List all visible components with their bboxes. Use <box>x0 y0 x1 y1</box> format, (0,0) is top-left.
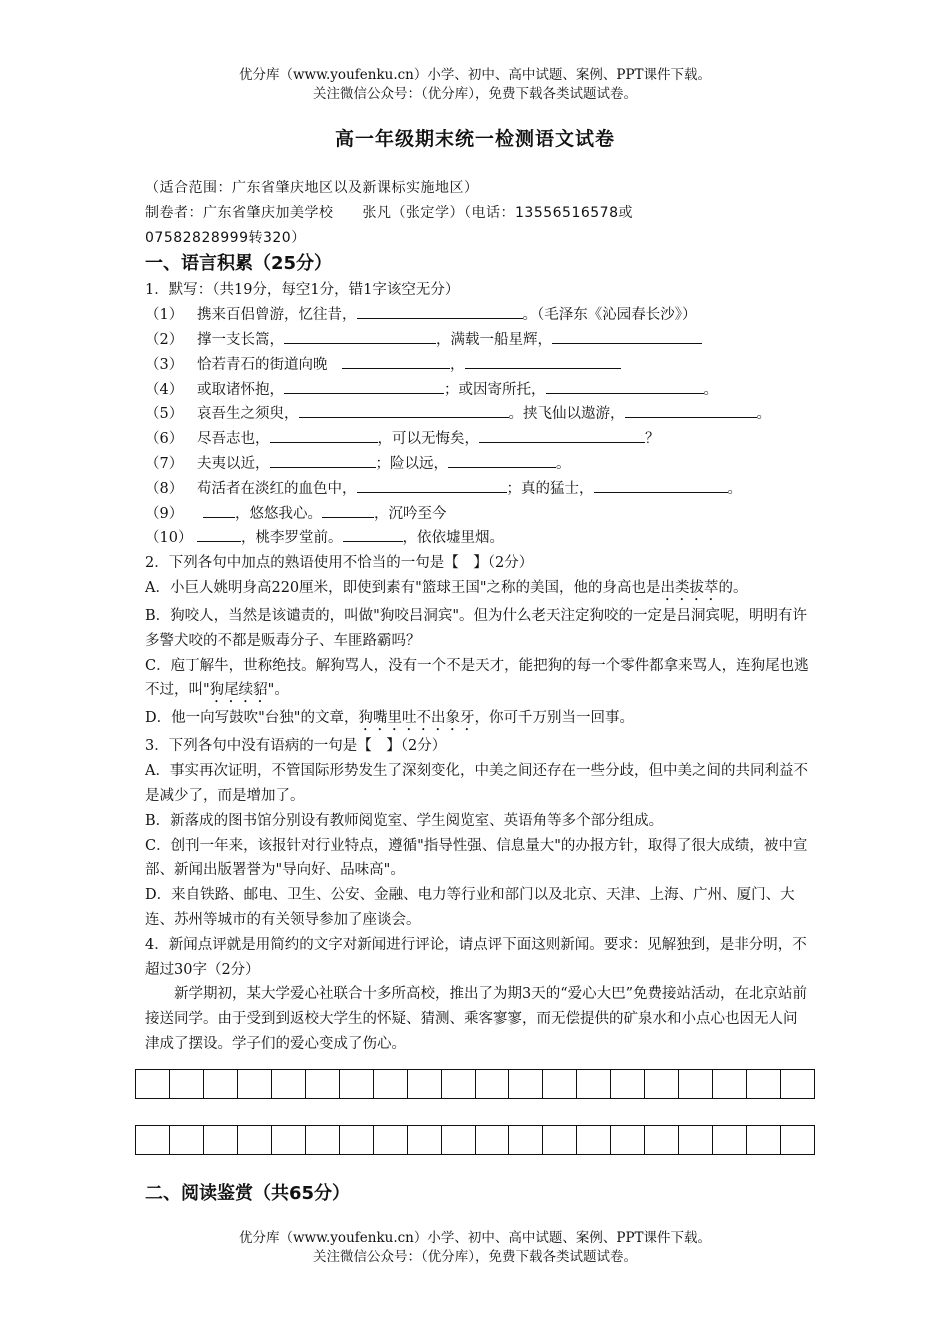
item-number: （8） <box>145 480 184 497</box>
answer-blank[interactable] <box>299 402 509 418</box>
q2-option-a: A．小巨人姚明身高220厘米，即使到素有"篮球王国"之称的美国，他的身高也是出类拔萃的。 <box>145 579 748 596</box>
answer-blank[interactable] <box>203 502 235 518</box>
header-banner <box>0 66 950 104</box>
q3-stem: 3．下列各句中没有语病的一句是【 】（2分） <box>145 738 447 755</box>
item-number: （2） <box>145 331 184 348</box>
item-number: （4） <box>145 381 184 398</box>
q1-item-10: （10） ，桃李罗堂前。 ，依依墟里烟。 <box>145 526 810 551</box>
q2-option-d: D．他一向写鼓吹"台独"的文章，狗嘴里吐不出象牙，你可千万别当一回事。 <box>145 710 634 727</box>
author-line-2: 07582828999转320） <box>145 229 306 246</box>
header-line-1: 优分库（www.youfenku.cn）小学、初中、高中试题、案例、PPT课件下载。 <box>238 67 712 83</box>
exam-content <box>145 176 810 1057</box>
answer-blank[interactable] <box>357 303 523 319</box>
item-number: （9） <box>145 505 184 522</box>
q3-option-b: B．新落成的图书馆分别设有教师阅览室、学生阅览室、英语角等多个部分组成。 <box>145 812 664 829</box>
answer-blank[interactable] <box>552 328 702 344</box>
item-number: （6） <box>145 431 184 448</box>
answer-blank[interactable] <box>546 378 704 394</box>
section-1-heading: 一、语言积累（25分） <box>145 253 333 275</box>
q1-item-9: （9） ，悠悠我心。 ，沉吟至今 <box>145 502 810 527</box>
answer-blank[interactable] <box>448 452 556 468</box>
answer-blank[interactable] <box>343 526 403 542</box>
answer-blank[interactable] <box>625 402 757 418</box>
item-number: （3） <box>145 356 184 373</box>
answer-blank[interactable] <box>322 502 374 518</box>
q1-item-3: （3） 恰若青石的街道向晚 ， <box>145 353 810 378</box>
item-number: （5） <box>145 406 184 423</box>
q2-option-c: C．庖丁解牛，世称绝技。解狗骂人，没有一个不是天才，能把狗的每一个零件都拿来骂人，连狗尾也逃不过，叫"狗尾续貂"。 <box>145 657 809 699</box>
author-line-1: 制卷者：广东省肇庆加美学校 张凡（张定学）（电话：13556516578或 <box>145 204 633 221</box>
answer-blank[interactable] <box>342 353 450 369</box>
answer-blank[interactable] <box>270 427 378 443</box>
q1-item-5: （5） 哀吾生之须臾， 。挟飞仙以遨游， 。 <box>145 402 810 427</box>
q1-item-6: （6） 尽吾志也， ，可以无悔矣， ？ <box>145 427 810 452</box>
answer-blank[interactable] <box>197 526 241 542</box>
answer-blank[interactable] <box>284 378 444 394</box>
dotted-idiom: 狗嘴里吐不出象牙 <box>358 710 475 727</box>
footer-line-2: 关注微信公众号：（优分库），免费下载各类试题试卷。 <box>313 1249 637 1265</box>
q2-option-b: B．狗咬人，当然是该谴责的，叫做"狗咬吕洞宾"。但为什么老天注定狗咬的一定是吕洞宾呢，明明有许多警犬咬的不都是贩毒分子、车匪路霸吗？ <box>145 607 807 649</box>
footer-banner <box>0 1229 950 1267</box>
answer-blank[interactable] <box>284 328 436 344</box>
dotted-idiom: 出类拔萃 <box>660 579 719 596</box>
section-2-heading: 二、阅读鉴赏（共65分） <box>145 1183 351 1204</box>
answer-blank[interactable] <box>479 427 645 443</box>
answer-blank[interactable] <box>270 452 376 468</box>
answer-blank[interactable] <box>357 477 507 493</box>
q4-stem: 4．新闻点评就是用简约的文字对新闻进行评论，请点评下面这则新闻。要求：见解独到，是非分明，不超过30字（2分） <box>145 936 807 978</box>
answer-blank[interactable] <box>594 477 728 493</box>
q1-item-8: （8） 苟活者在淡红的血色中， ；真的猛士， 。 <box>145 477 810 502</box>
scope-line: （适合范围：广东省肇庆地区以及新课标实施地区） <box>145 180 479 196</box>
q1-stem: 1．默写：（共19分，每空1分，错1字该空无分） <box>145 282 460 299</box>
answer-grid-row-1[interactable] <box>135 1069 815 1099</box>
item-number: （10） <box>145 530 193 547</box>
dotted-idiom: 狗尾续貂 <box>209 682 268 699</box>
q1-item-1: （1） 携来百侣曾游，忆往昔， 。（毛泽东《沁园春长沙》） <box>145 303 810 328</box>
answer-blank[interactable] <box>465 353 621 369</box>
q1-item-2: （2） 撑一支长篙， ，满载一船星辉， <box>145 328 810 353</box>
q3-option-d: D．来自铁路、邮电、卫生、公安、金融、电力等行业和部门以及北京、天津、上海、广州、厦门、大连、苏州等城市的有关领导参加了座谈会。 <box>145 887 795 928</box>
answer-grid-row-2[interactable] <box>135 1125 815 1155</box>
q1-item-7: （7） 夫夷以近， ；险以远， 。 <box>145 452 810 477</box>
q3-option-c: C．创刊一年来，该报针对行业特点，遵循"指导性强、信息量大"的办报方针，取得了很大成绩，被中宣部、新闻出版署誉为"导向好、品味高"。 <box>145 837 808 879</box>
item-number: （7） <box>145 455 184 472</box>
item-number: （1） <box>145 307 184 324</box>
q1-item-4: （4） 或取诸怀抱， ；或因寄所托， 。 <box>145 378 810 403</box>
q2-stem: 2．下列各句中加点的熟语使用不恰当的一句是【 】（2分） <box>145 555 534 572</box>
footer-line-1: 优分库（www.youfenku.cn）小学、初中、高中试题、案例、PPT课件下载。 <box>238 1230 712 1246</box>
page-title: 高一年级期末统一检测语文试卷 <box>334 128 615 150</box>
q3-option-a: A．事实再次证明，不管国际形势发生了深刻变化，中美之间还存在一些分歧，但中美之间的共同利益不是减少了，而是增加了。 <box>145 763 808 804</box>
q4-news-text: 新学期初，某大学爱心社联合十多所高校，推出了为期3天的“爱心大巴”免费接站活动，在北京站前接送同学。由于受到到返校大学生的怀疑、猜测、乘客寥寥，而无偿提供的矿泉水和小点心也因无人问津成了摆设。学子们的爱心变成了伤心。 <box>145 986 808 1052</box>
header-line-2: 关注微信公众号：（优分库），免费下载各类试题试卷。 <box>313 86 637 102</box>
